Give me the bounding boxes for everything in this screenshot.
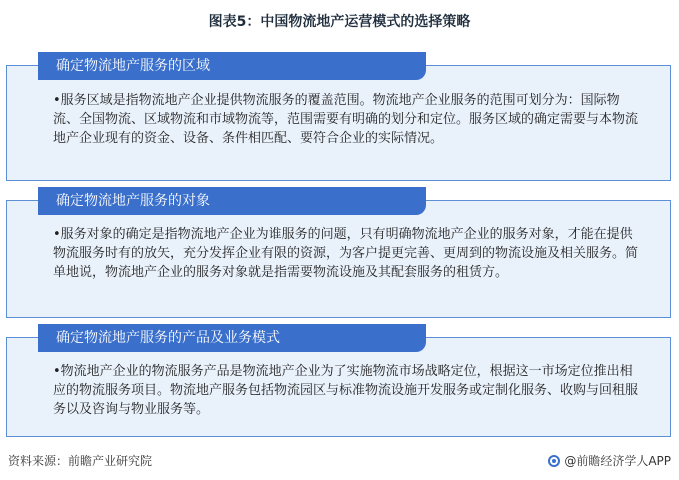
- section-heading-products-business-model: 确定物流地产服务的产品及业务模式: [38, 324, 426, 352]
- section-body: •服务对象的确定是指物流地产企业为谁服务的问题，只有明确物流地产企业的服务对象，才能在提供物流服务时有的放矢，充分发挥企业有限的资源，为客户提更完善、更周到的物流设施及相关服务。简单地说，物流地产企业的服务对象就是指需要物流设施及其配套服务的租赁方。: [53, 227, 639, 280]
- brand-credit: [548, 452, 671, 469]
- brand-label: @前瞻经济学人APP: [564, 454, 671, 468]
- section-card-service-area: [6, 65, 671, 181]
- section-card-products-business-model: [6, 337, 671, 437]
- section-body: •服务区域是指物流地产企业提供物流服务的覆盖范围。物流地产企业服务的范围可划分为：国际物流、全国物流、区域物流和市域物流等，范围需要有明确的划分和定位。服务区域的确定需要与本物流地产企业现有的资金、设备、条件相匹配、要符合企业的实际情况。: [53, 93, 639, 146]
- section-body: •物流地产企业的物流服务产品是物流地产企业为了实施物流市场战略定位，根据这一市场定位推出相应的物流服务项目。物流地产服务包括物流园区与标准物流设施开发服务或定制化服务、收购与回租服务以及咨询与物业服务等。: [53, 364, 639, 417]
- page-title: 图表5：中国物流地产运营模式的选择策略: [208, 14, 471, 30]
- qianzhan-logo-icon: [548, 455, 560, 467]
- source-note: 资料来源：前瞻产业研究院: [8, 454, 153, 468]
- section-card-service-target: [6, 200, 671, 318]
- section-heading-service-target: 确定物流地产服务的对象: [38, 187, 426, 215]
- section-heading-service-area: 确定物流地产服务的区域: [38, 52, 426, 80]
